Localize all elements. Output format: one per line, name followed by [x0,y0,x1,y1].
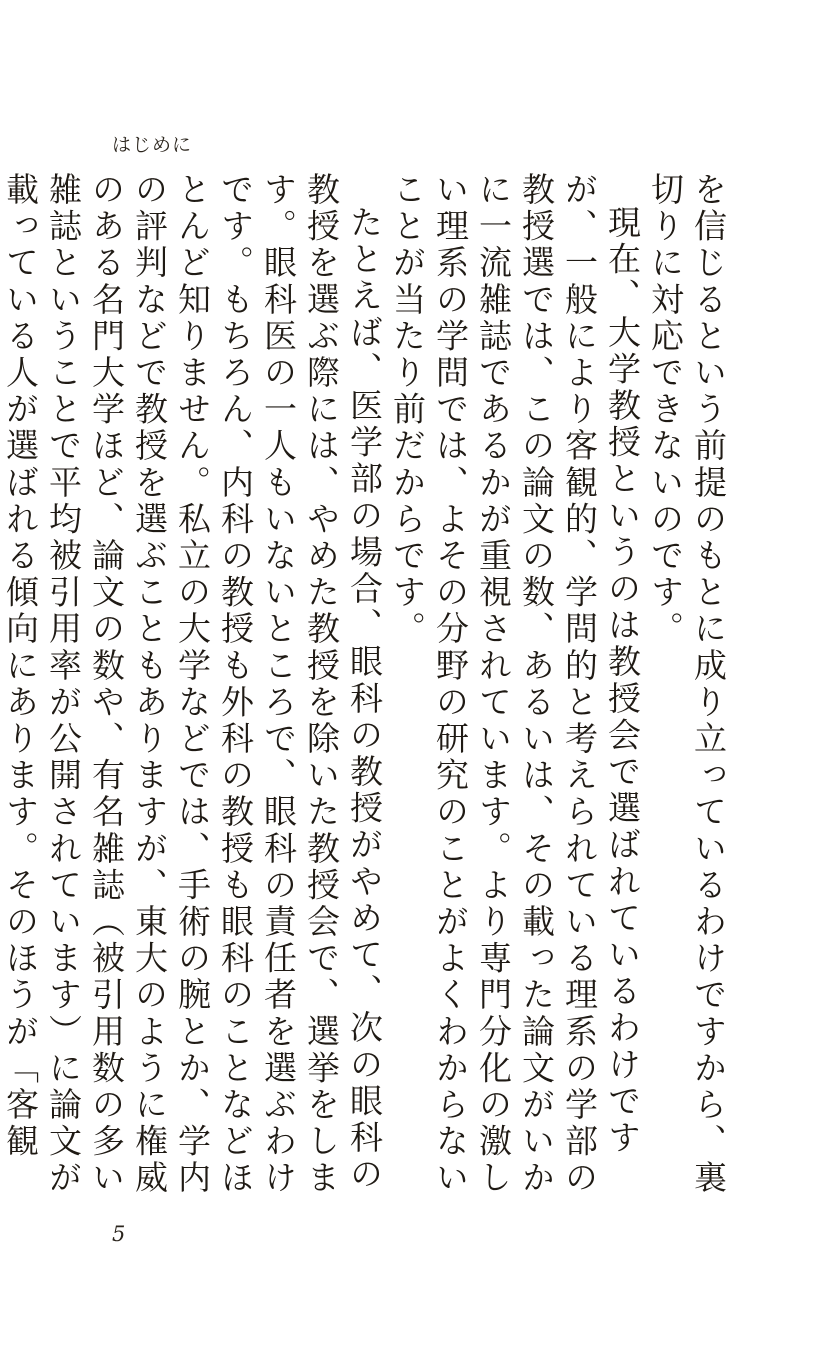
page-number: 5 [112,1222,126,1246]
paragraph-3: たとえば、医学部の場合、眼科の教授がやめて、次の眼科の教授を選ぶ際には、やめた教授を除いた教授会で、選挙をします。眼科医の一人もいないところで、眼科の責任者を選ぶわけです。もちろん、内科の教授も外科の教授も眼科のことなどほとんど知りません。私立の大学などでは、手術の腕とか、学内の評判などで教授を選ぶこともありますが、東大のように権威のある名門大学ほど、論文の数や、有名雑誌（被引用数の多い雑誌ということで平均被引用率が公開されています）に論文が載っている人が選ばれる傾向にあります。そのほうが「客観 [1,172,384,1197]
paragraph-2: 現在、大学教授というのは教授会で選ばれているわけですが、一般により客観的、学問的と考えられている理系の学部の教授選では、この論文の数、あるいは、その載った論文がいかに一流雑誌であるかが重視されています。より専門分化の激しい理系の学問では、よその分野の研究のことがよくわからないことが当たり前だからです。 [388,172,642,1197]
body-text [1,172,730,1214]
paragraph-1: を信じるという前提のもとに成り立っているわけですから、裏切りに対応できないのです。 [646,172,728,1197]
running-head: はじめに [112,134,193,156]
